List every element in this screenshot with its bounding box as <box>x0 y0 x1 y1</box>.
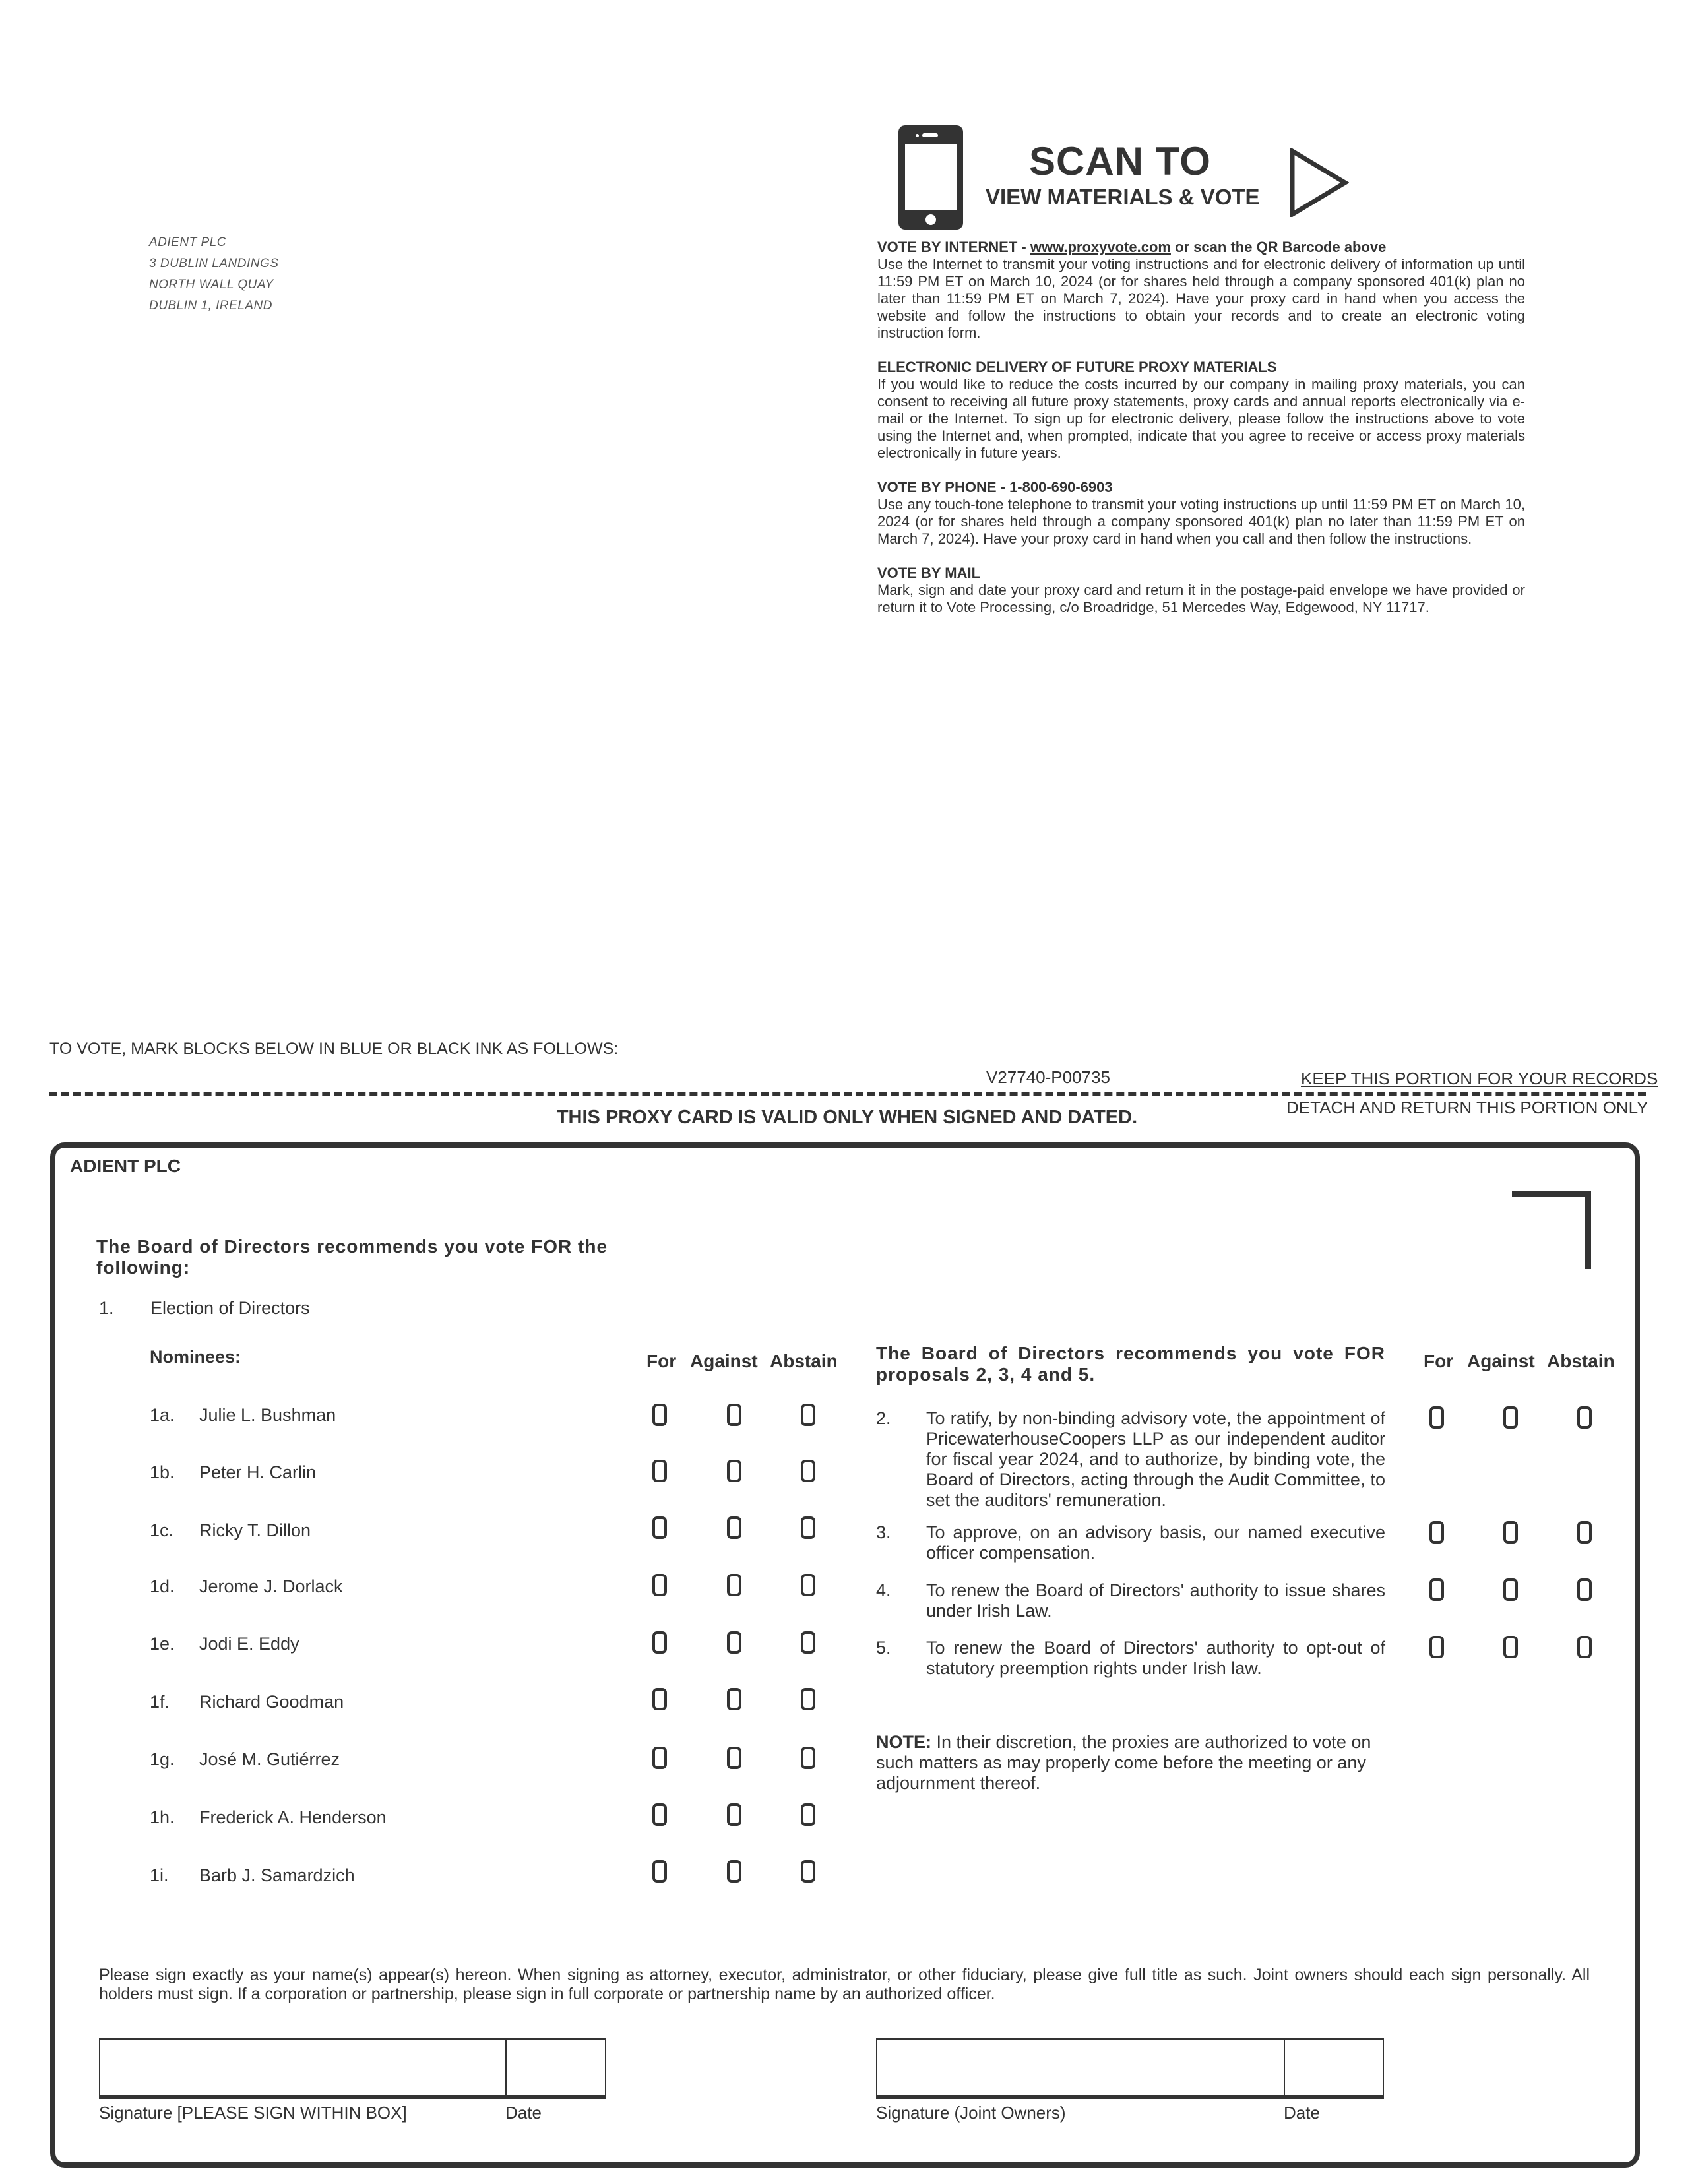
date-label: Date <box>505 2103 542 2123</box>
vote-for-checkbox[interactable] <box>652 1631 667 1654</box>
vote-against-checkbox[interactable] <box>727 1747 741 1769</box>
address-line: DUBLIN 1, IRELAND <box>149 299 272 313</box>
return-address <box>149 232 278 317</box>
proposal-row: 4. To renew the Board of Directors' authority to issue shares under Irish Law. <box>876 1580 1385 1621</box>
phone-heading: VOTE BY PHONE - 1-800-690-6903 <box>877 479 1113 495</box>
play-triangle-icon <box>1290 148 1349 217</box>
proxyvote-link[interactable]: www.proxyvote.com <box>1030 239 1171 255</box>
joint-date-label: Date <box>1284 2103 1320 2123</box>
detach-portion-label: DETACH AND RETURN THIS PORTION ONLY <box>1286 1098 1648 1117</box>
validity-notice: THIS PROXY CARD IS VALID ONLY WHEN SIGNED AND DATED. <box>556 1107 1138 1128</box>
mail-body: Mark, sign and date your proxy card and return it in the postage-paid envelope we have provided or return it to Vote Processing, c/o Broadridge, 51 Mercedes Way, Edgewood, NY 11717. <box>877 582 1525 615</box>
nominee-row: 1d. Jerome J. Dorlack <box>150 1576 875 1603</box>
signature-label: Signature [PLEASE SIGN WITHIN BOX] <box>99 2103 407 2123</box>
vote-for-checkbox[interactable] <box>652 1460 667 1482</box>
vote-abstain-checkbox[interactable] <box>1577 1578 1592 1601</box>
address-line: 3 DUBLIN LANDINGS <box>149 257 279 270</box>
nominee-row: 1e. Jodi E. Eddy <box>150 1634 875 1660</box>
vote-abstain-checkbox[interactable] <box>1577 1636 1592 1658</box>
vote-abstain-checkbox[interactable] <box>801 1404 815 1426</box>
col-abstain: Abstain <box>1547 1351 1615 1371</box>
vote-for-checkbox[interactable] <box>652 1747 667 1769</box>
discretion-note: NOTE: In their discretion, the proxies are authorized to vote on such matters as may properly come before the meeting or any adjournment thereof. <box>876 1732 1371 1793</box>
vote-for-checkbox[interactable] <box>1429 1578 1444 1601</box>
nominee-row: 1g. José M. Gutiérrez <box>150 1749 875 1776</box>
vote-abstain-checkbox[interactable] <box>801 1860 815 1883</box>
proposal-row: 5. To renew the Board of Directors' authority to opt-out of statutory preemption rights under Irish law. <box>876 1638 1385 1678</box>
vote-abstain-checkbox[interactable] <box>801 1747 815 1769</box>
address-line: NORTH WALL QUAY <box>149 278 274 292</box>
vote-for-checkbox[interactable] <box>652 1688 667 1710</box>
scan-subtitle: VIEW MATERIALS & VOTE <box>986 185 1260 209</box>
vote-against-checkbox[interactable] <box>727 1404 741 1426</box>
vote-abstain-checkbox[interactable] <box>801 1631 815 1654</box>
vote-abstain-checkbox[interactable] <box>1577 1521 1592 1544</box>
col-for: For <box>646 1351 677 1371</box>
scan-title: SCAN TO <box>1029 139 1211 183</box>
nominee-row: 1b. Peter H. Carlin <box>150 1462 875 1489</box>
vote-against-checkbox[interactable] <box>1503 1636 1518 1658</box>
vote-for-checkbox[interactable] <box>652 1516 667 1539</box>
proposal-1-title: 1. Election of Directors <box>99 1298 310 1318</box>
mark-instruction: TO VOTE, MARK BLOCKS BELOW IN BLUE OR BLACK INK AS FOLLOWS: <box>49 1040 619 1058</box>
vote-for-checkbox[interactable] <box>1429 1636 1444 1658</box>
vote-abstain-checkbox[interactable] <box>801 1516 815 1539</box>
vote-against-checkbox[interactable] <box>727 1574 741 1596</box>
address-line: ADIENT PLC <box>149 235 226 249</box>
vote-abstain-checkbox[interactable] <box>801 1688 815 1710</box>
signature-field[interactable] <box>99 2038 507 2099</box>
mail-heading: VOTE BY MAIL <box>877 565 981 581</box>
col-abstain: Abstain <box>770 1351 838 1371</box>
vote-for-checkbox[interactable] <box>652 1860 667 1883</box>
smartphone-icon <box>898 125 963 230</box>
vote-for-checkbox[interactable] <box>1429 1521 1444 1544</box>
vote-against-checkbox[interactable] <box>1503 1578 1518 1601</box>
board-recommendation-1: The Board of Directors recommends you vote FOR the following: <box>96 1236 608 1278</box>
nominee-row: 1f. Richard Goodman <box>150 1692 875 1718</box>
vote-for-checkbox[interactable] <box>1429 1406 1444 1429</box>
vote-against-checkbox[interactable] <box>727 1860 741 1883</box>
signing-instructions: Please sign exactly as your name(s) appear(s) hereon. When signing as attorney, executor, administrator, or other fiduciary, please give full title as such. Joint owners should each sign personally. All holders must sign. If a corporation or partnership, please sign in full corporate or partnership name by an authorized officer. <box>99 1966 1590 2003</box>
phone-body: Use any touch-tone telephone to transmit your voting instructions up until 11:59 PM ET on March 10, 2024 (or for shares held through a company sponsored 401(k) plan no later than 11:59 PM ET on March 7, 2024). Have your proxy card in hand when you call and then follow the instructions. <box>877 496 1525 547</box>
company-name: ADIENT PLC <box>70 1156 181 1176</box>
vote-for-checkbox[interactable] <box>652 1574 667 1596</box>
vote-against-checkbox[interactable] <box>727 1803 741 1826</box>
vote-against-checkbox[interactable] <box>727 1516 741 1539</box>
registration-corner-mark <box>1512 1191 1591 1269</box>
vote-for-checkbox[interactable] <box>652 1803 667 1826</box>
vote-against-checkbox[interactable] <box>727 1631 741 1654</box>
joint-signature-field[interactable] <box>876 2038 1285 2099</box>
proposal-row: 2. To ratify, by non-binding advisory vote, the appointment of PricewaterhouseCoopers LLP as our independent auditor for fiscal year 2024, and to authorize, by binding vote, the Board of Directors, acting through the Audit Committee, to set the auditors' remuneration. <box>876 1408 1385 1510</box>
joint-signature-label: Signature (Joint Owners) <box>876 2103 1066 2123</box>
board-recommendation-2: The Board of Directors recommends you vote FOR proposals 2, 3, 4 and 5. <box>876 1343 1385 1385</box>
joint-date-field[interactable] <box>1284 2038 1384 2099</box>
date-field[interactable] <box>505 2038 606 2099</box>
nominee-row: 1i. Barb J. Samardzich <box>150 1865 875 1892</box>
vote-abstain-checkbox[interactable] <box>801 1574 815 1596</box>
voting-instructions <box>877 239 1525 633</box>
nominees-heading: Nominees: <box>150 1347 241 1367</box>
col-against: Against <box>690 1351 758 1371</box>
vote-abstain-checkbox[interactable] <box>1577 1406 1592 1429</box>
col-against: Against <box>1467 1351 1535 1371</box>
nominee-row: 1h. Frederick A. Henderson <box>150 1807 875 1834</box>
electronic-heading: ELECTRONIC DELIVERY OF FUTURE PROXY MATERIALS <box>877 359 1277 375</box>
vote-against-checkbox[interactable] <box>1503 1406 1518 1429</box>
vote-against-checkbox[interactable] <box>727 1688 741 1710</box>
vote-against-checkbox[interactable] <box>727 1460 741 1482</box>
control-number: V27740-P00735 <box>986 1067 1110 1087</box>
electronic-body: If you would like to reduce the costs incurred by our company in mailing proxy materials, you can consent to receiving all future proxy statements, proxy cards and annual reports electronically via e-mail or the Internet. To sign up for electronic delivery, please follow the instructions above to vote using the Internet and, when prompted, indicate that you agree to receive or access proxy materials electronically in future years. <box>877 376 1525 461</box>
perforation-line <box>49 1092 1646 1096</box>
col-for: For <box>1424 1351 1454 1371</box>
proposal-row: 3. To approve, on an advisory basis, our named executive officer compensation. <box>876 1522 1385 1563</box>
vote-abstain-checkbox[interactable] <box>801 1803 815 1826</box>
nominee-row: 1c. Ricky T. Dillon <box>150 1520 875 1547</box>
internet-body: Use the Internet to transmit your voting instructions and for electronic delivery of information up until 11:59 PM ET on March 10, 2024 (or for shares held through a company sponsored 401(k) plan no later than 11:59 PM ET on March 7, 2024). Have your proxy card in hand when you access the website and follow the instructions to obtain your records and to create an electronic voting instruction form. <box>877 256 1525 341</box>
keep-portion-label: KEEP THIS PORTION FOR YOUR RECORDS <box>1301 1069 1658 1088</box>
internet-heading: VOTE BY INTERNET - www.proxyvote.com or scan the QR Barcode above <box>877 239 1387 255</box>
nominee-row: 1a. Julie L. Bushman <box>150 1405 875 1431</box>
vote-for-checkbox[interactable] <box>652 1404 667 1426</box>
vote-abstain-checkbox[interactable] <box>801 1460 815 1482</box>
vote-against-checkbox[interactable] <box>1503 1521 1518 1544</box>
